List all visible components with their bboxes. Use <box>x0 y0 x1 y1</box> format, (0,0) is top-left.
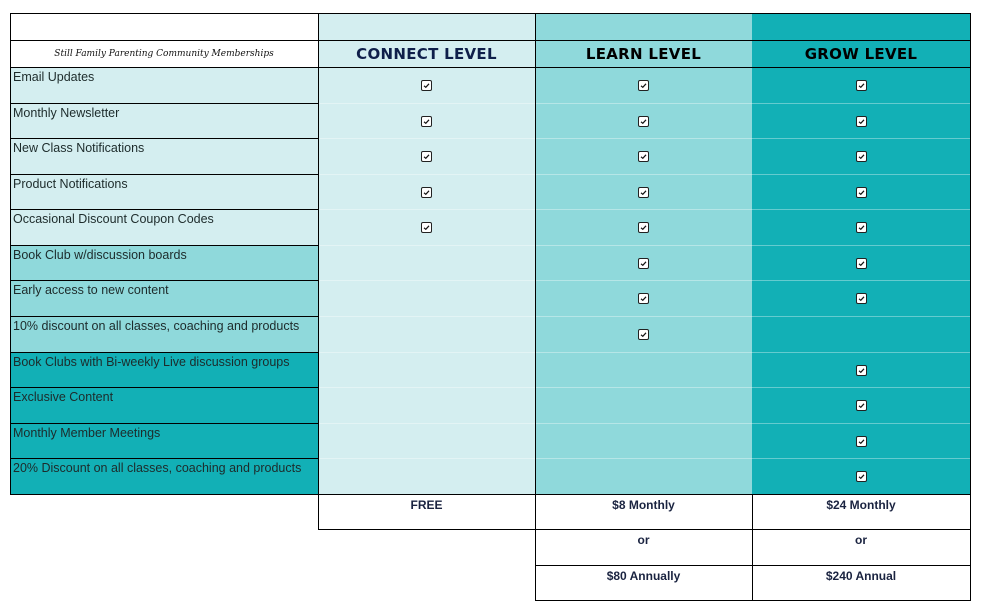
checkbox-checked-grow[interactable] <box>856 222 867 233</box>
checkbox-checked-learn[interactable] <box>638 329 649 340</box>
check-icon <box>640 331 647 338</box>
grow-price-monthly: $24 Monthly <box>826 498 896 512</box>
checkbox-checked-grow[interactable] <box>856 258 867 269</box>
check-icon <box>640 153 647 160</box>
checkbox-checked-grow[interactable] <box>856 400 867 411</box>
grow-price-or: or <box>855 533 867 547</box>
checkbox-checked-grow[interactable] <box>856 436 867 447</box>
check-icon <box>858 438 865 445</box>
check-icon <box>423 189 430 196</box>
grow-level-header: GROW LEVEL <box>804 44 918 63</box>
check-icon <box>858 224 865 231</box>
feature-label: New Class Notifications <box>13 141 145 155</box>
feature-label: Exclusive Content <box>13 390 114 404</box>
check-icon <box>640 189 647 196</box>
checkbox-checked-learn[interactable] <box>638 258 649 269</box>
connect-level-header: CONNECT LEVEL <box>356 44 497 63</box>
feature-label: Occasional Discount Coupon Codes <box>13 212 214 226</box>
checkbox-checked-learn[interactable] <box>638 293 649 304</box>
check-icon <box>858 473 865 480</box>
check-icon <box>858 295 865 302</box>
checkbox-checked-connect[interactable] <box>421 80 432 91</box>
checkbox-checked-learn[interactable] <box>638 222 649 233</box>
feature-label: Email Updates <box>13 70 95 84</box>
feature-label: Product Notifications <box>13 177 128 191</box>
feature-label: 20% Discount on all classes, coaching and products <box>13 461 302 475</box>
checkbox-checked-learn[interactable] <box>638 80 649 91</box>
learn-price-or: or <box>637 533 650 547</box>
check-icon <box>858 260 865 267</box>
table-title: Still Family Parenting Community Memberships <box>54 48 274 59</box>
checkbox-checked-grow[interactable] <box>856 187 867 198</box>
learn-level-header: LEARN LEVEL <box>585 44 702 63</box>
feature-label: Monthly Newsletter <box>13 106 120 120</box>
checkbox-checked-connect[interactable] <box>421 151 432 162</box>
check-icon <box>640 82 647 89</box>
checkbox-checked-grow[interactable] <box>856 293 867 304</box>
connect-price: FREE <box>410 498 443 512</box>
checkbox-checked-connect[interactable] <box>421 116 432 127</box>
feature-label: Monthly Member Meetings <box>13 426 161 440</box>
check-icon <box>640 295 647 302</box>
check-icon <box>858 189 865 196</box>
checkbox-checked-learn[interactable] <box>638 116 649 127</box>
check-icon <box>423 153 430 160</box>
check-icon <box>858 82 865 89</box>
feature-label: Book Clubs with Bi-weekly Live discussion groups <box>13 355 290 369</box>
checkbox-checked-connect[interactable] <box>421 222 432 233</box>
learn-price-monthly: $8 Monthly <box>612 498 675 512</box>
check-icon <box>423 224 430 231</box>
check-icon <box>640 118 647 125</box>
check-icon <box>858 367 865 374</box>
learn-price-annual: $80 Annually <box>606 569 681 583</box>
check-icon <box>858 118 865 125</box>
check-icon <box>423 82 430 89</box>
check-icon <box>640 224 647 231</box>
checkbox-checked-learn[interactable] <box>638 151 649 162</box>
checkbox-checked-connect[interactable] <box>421 187 432 198</box>
check-icon <box>858 402 865 409</box>
checkbox-checked-grow[interactable] <box>856 365 867 376</box>
checkbox-checked-grow[interactable] <box>856 80 867 91</box>
feature-label: Early access to new content <box>13 283 169 297</box>
feature-label: 10% discount on all classes, coaching and products <box>13 319 300 333</box>
check-icon <box>640 260 647 267</box>
checkbox-checked-grow[interactable] <box>856 471 867 482</box>
feature-label: Book Club w/discussion boards <box>13 248 187 262</box>
checkbox-checked-learn[interactable] <box>638 187 649 198</box>
grow-price-annual: $240 Annual <box>825 569 897 583</box>
check-icon <box>423 118 430 125</box>
checkbox-checked-grow[interactable] <box>856 151 867 162</box>
checkbox-checked-grow[interactable] <box>856 116 867 127</box>
check-icon <box>858 153 865 160</box>
